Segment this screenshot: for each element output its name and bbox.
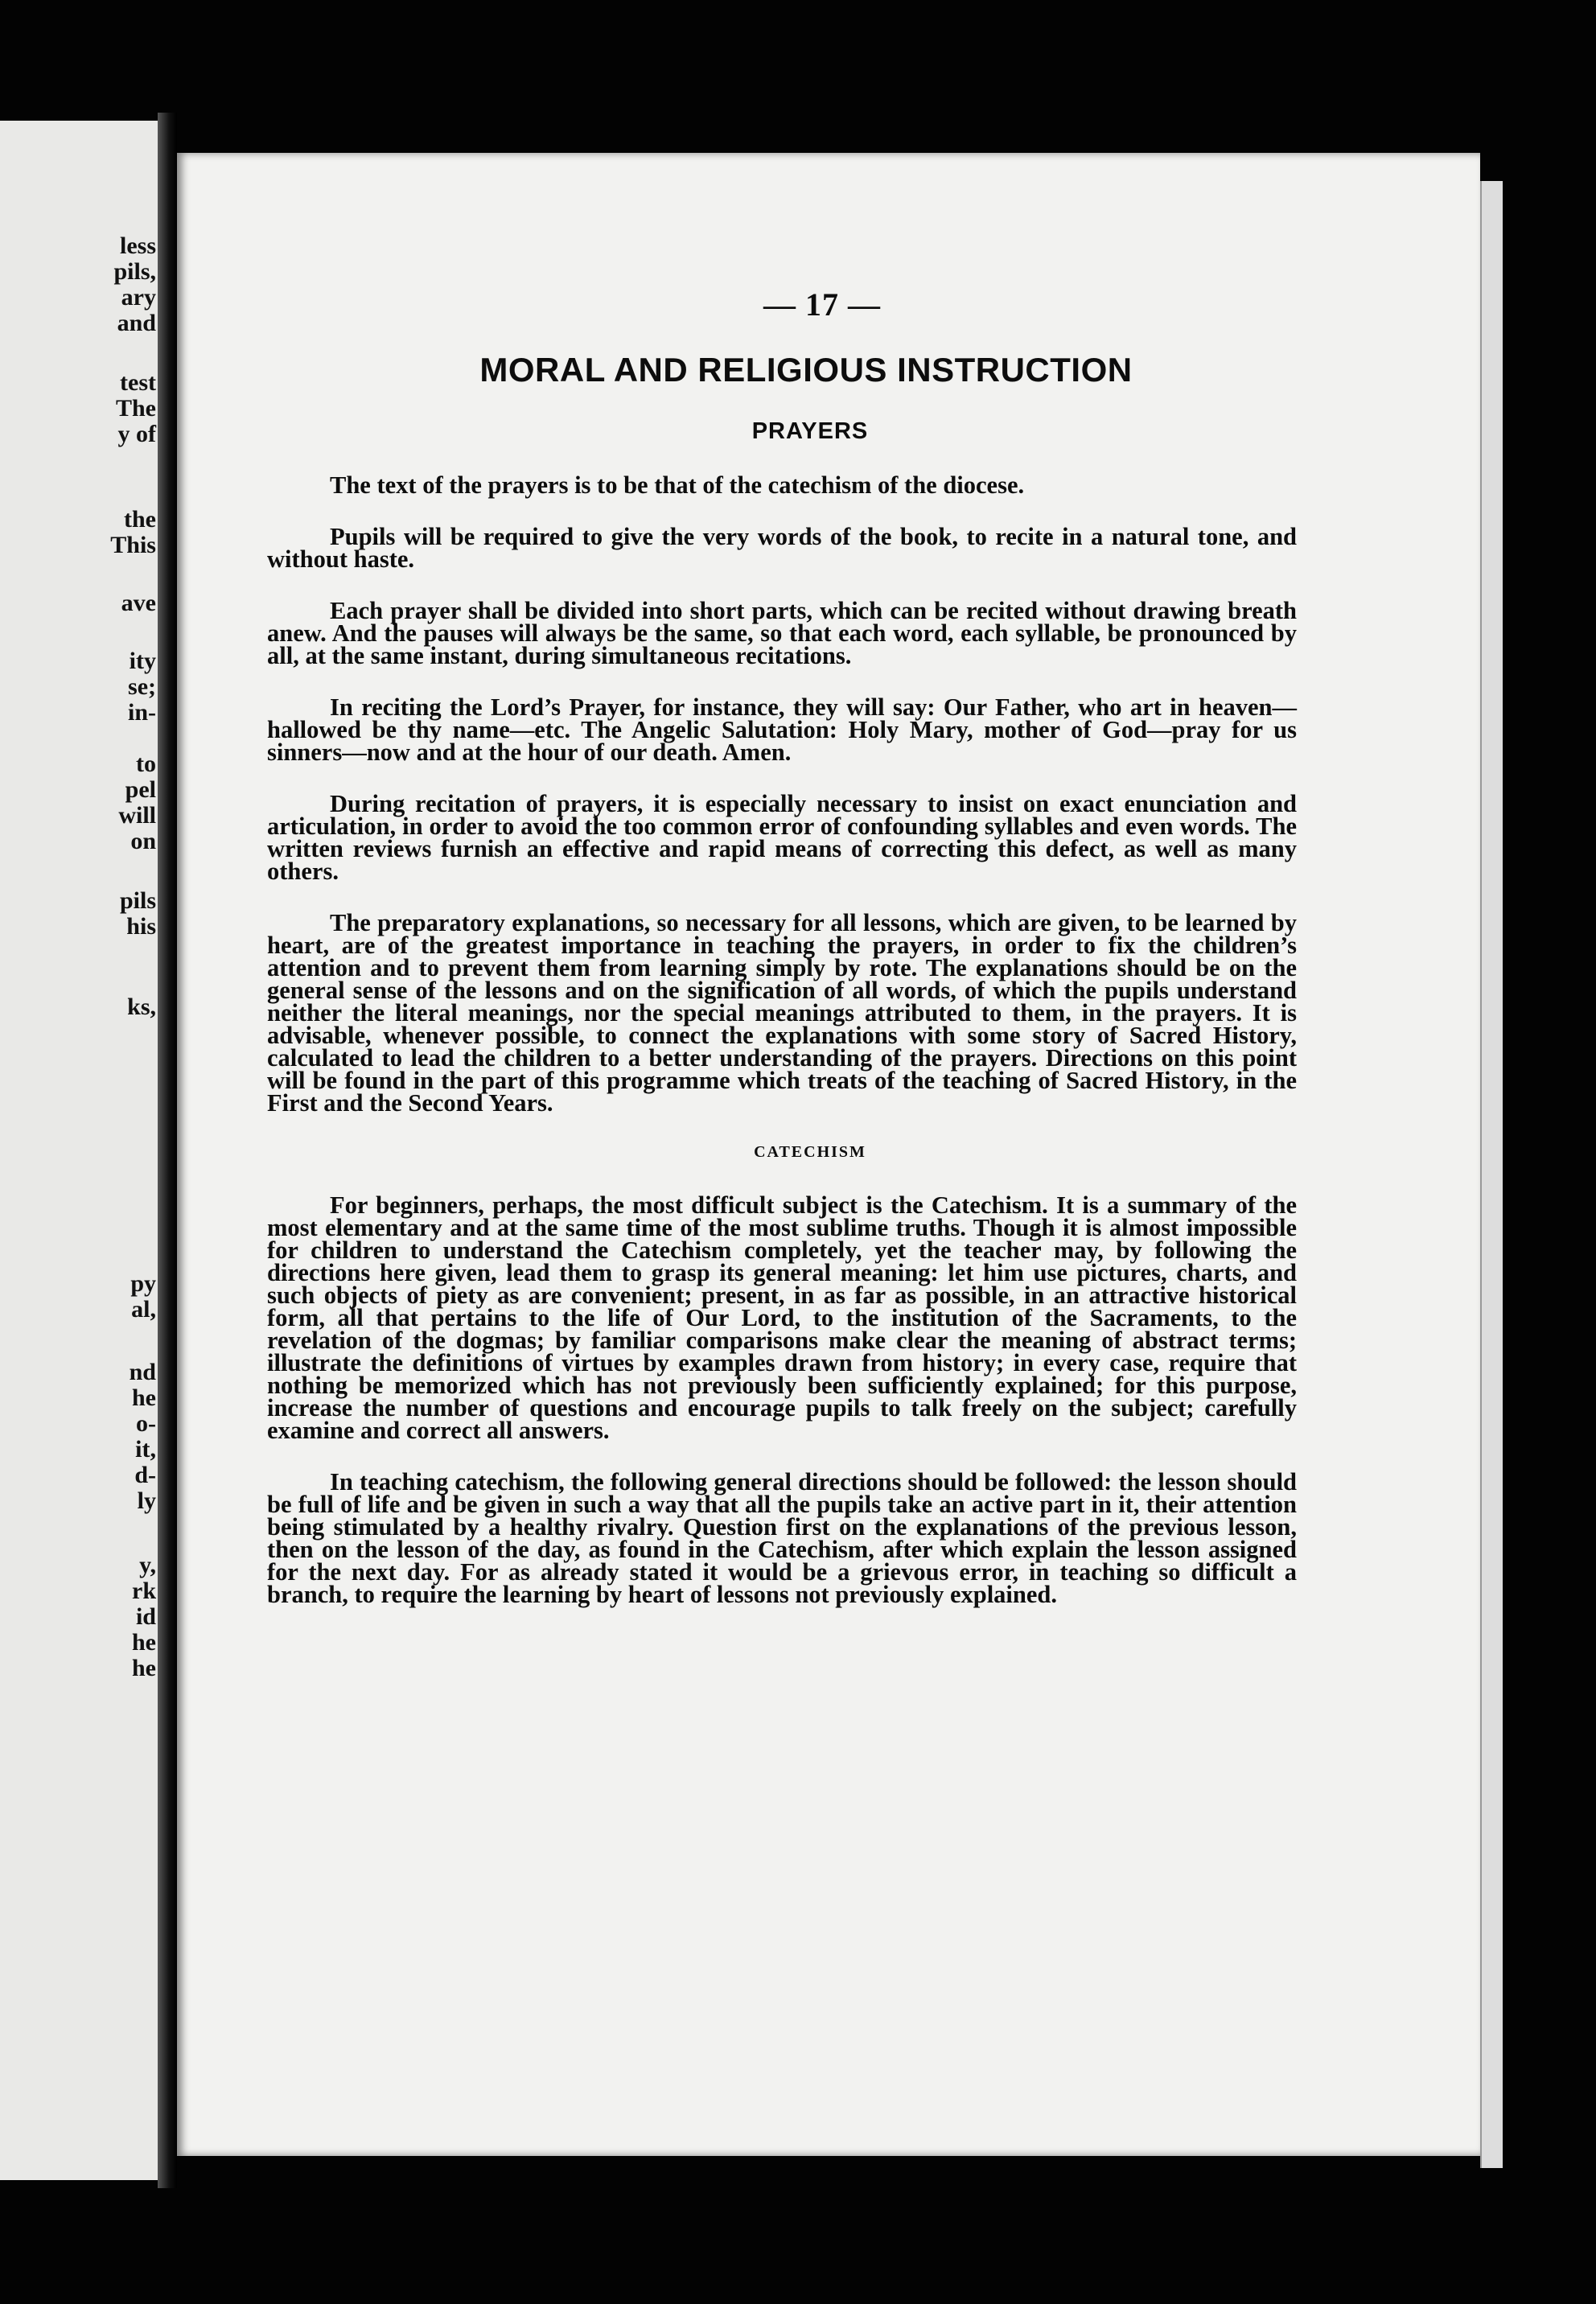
previous-page-text-fragment: se;: [128, 673, 156, 700]
section-title-catechism: CATECHISM: [754, 1143, 866, 1161]
previous-page-text-fragment: The: [115, 395, 156, 422]
previous-page-text-fragment: ly: [137, 1487, 156, 1514]
section-title-prayers: PRAYERS: [751, 418, 869, 444]
previous-page-text-fragment: pel: [125, 776, 156, 803]
book-gutter: [158, 113, 177, 2188]
catechism-paragraph: For beginners, perhaps, the most difficult subject is the Catechism. It is a summary of the most elementary and at the same time of the most sublime truths. Though it is almost impossible for children to understand the Catechism completely, yet the teacher may, by following the directions here given, lead them to grasp its general meaning: let him use pictures, charts, and such objects of piety as are convenient; present, in as far as possible, in an attractive historical form, all that pertains to the life of Our Lord, to the institution of the Sacraments, to the revelation of the dogmas; by familiar comparisons make clear the meaning of abstract terms; illustrate the definitions of virtues by examples drawn from history; in every case, require that nothing be memorized which has not previously been sufficiently explained; for this purpose, increase the number of questions and encourage pupils to talk freely on the subject; carefully examine and correct all answers.: [267, 1191, 1297, 1444]
prayers-paragraph: In reciting the Lord’s Prayer, for instance, they will say: Our Father, who art in heaven—hallowed be thy name—etc. The Angelic Salutation: Holy Mary, mother of God—pray for us sinners—now and at the hour of our death. Amen.: [267, 693, 1297, 766]
previous-page-text-fragment: ave: [121, 590, 156, 616]
previous-page-text-fragment: ks,: [127, 994, 156, 1020]
previous-page-edge: [0, 121, 161, 2180]
prayers-paragraph: During recitation of prayers, it is especially necessary to insist on exact enunciation and articulation, in order to avoid the too common error of confounding syllables and even words. The written reviews furnish an effective and rapid means of correcting this defect, as well as many others.: [267, 790, 1297, 885]
previous-page-text-fragment: and: [117, 310, 156, 336]
previous-page-text-fragment: his: [126, 913, 156, 940]
previous-page-text-fragment: nd: [129, 1359, 156, 1385]
previous-page-text-fragment: al,: [131, 1296, 156, 1323]
book-page: [177, 153, 1480, 2156]
previous-page-text-fragment: it,: [135, 1436, 156, 1463]
prayers-paragraph: Pupils will be required to give the very words of the book, to recite in a natural tone, and without haste.: [267, 523, 1297, 573]
previous-page-text-fragment: the: [124, 506, 156, 533]
previous-page-text-fragment: test: [120, 369, 156, 396]
catechism-paragraph: In teaching catechism, the following general directions should be followed: the lesson should be full of life and be given in such a way that all the pupils take an active part in it, their attention being stimulated by a healthy rivalry. Question first on the explanations of the previous lesson, then on the lesson of the day, as found in the Catechism, after which explain the lesson assigned for the next day. For as already stated it would be a grievous error, in teaching so difficult a branch, to require the learning by heart of lessons not previously explained.: [267, 1468, 1297, 1608]
previous-page-text-fragment: on: [130, 828, 156, 854]
previous-page-text-fragment: y of: [117, 421, 156, 447]
prayers-paragraph: Each prayer shall be divided into short parts, which can be recited without drawing breath anew. And the pauses will always be the same, so that each word, each syllable, be pronounced by all, at the same instant, during simultaneous recitations.: [267, 597, 1297, 669]
prayers-paragraph: The preparatory explanations, so necessary for all lessons, which are given, to be learned by heart, are of the greatest importance in teaching the prayers, in order to fix the children’s attention and to prevent them from learning simply by rote. The explanations should be on the general sense of the lessons and on the signification of all words, of which the pupils understand neither the literal meanings, nor the special meanings attributed to them, in the prayers. It is advisable, whenever possible, to connect the explanations with some story of Sacred History, calculated to lead the children to a better understanding of the prayers. Directions on this point will be found in the part of this programme which treats of the teaching of Sacred History, in the First and the Second Years.: [267, 909, 1297, 1117]
previous-page-text-fragment: to: [136, 751, 156, 777]
previous-page-text-fragment: o-: [136, 1410, 156, 1437]
previous-page-text-fragment: he: [132, 1629, 156, 1656]
page-title: MORAL AND RELIGIOUS INSTRUCTION: [479, 351, 1133, 389]
page-number: — 17 —: [763, 286, 881, 323]
previous-page-text-fragment: less: [120, 232, 156, 259]
prayers-paragraph: The text of the prayers is to be that of the catechism of the diocese.: [330, 471, 1025, 499]
previous-page-text-fragment: ity: [129, 648, 156, 674]
previous-page-text-fragment: in-: [127, 699, 156, 726]
page-edge: [1480, 181, 1503, 2168]
previous-page-text-fragment: y,: [139, 1552, 156, 1578]
previous-page-text-fragment: pils,: [113, 258, 156, 285]
previous-page-text-fragment: pils: [119, 887, 156, 914]
previous-page-text-fragment: py: [130, 1270, 156, 1297]
previous-page-text-fragment: rk: [132, 1578, 156, 1604]
page-content: [267, 286, 1297, 1635]
previous-page-text-fragment: he: [132, 1655, 156, 1681]
previous-page-text-fragment: d-: [134, 1462, 156, 1488]
previous-page-text-fragment: This: [110, 532, 156, 558]
previous-page-text-fragment: id: [135, 1603, 156, 1630]
previous-page-text-fragment: will: [118, 802, 156, 829]
previous-page-text-fragment: ary: [121, 284, 156, 311]
previous-page-text-fragment: he: [132, 1384, 156, 1411]
